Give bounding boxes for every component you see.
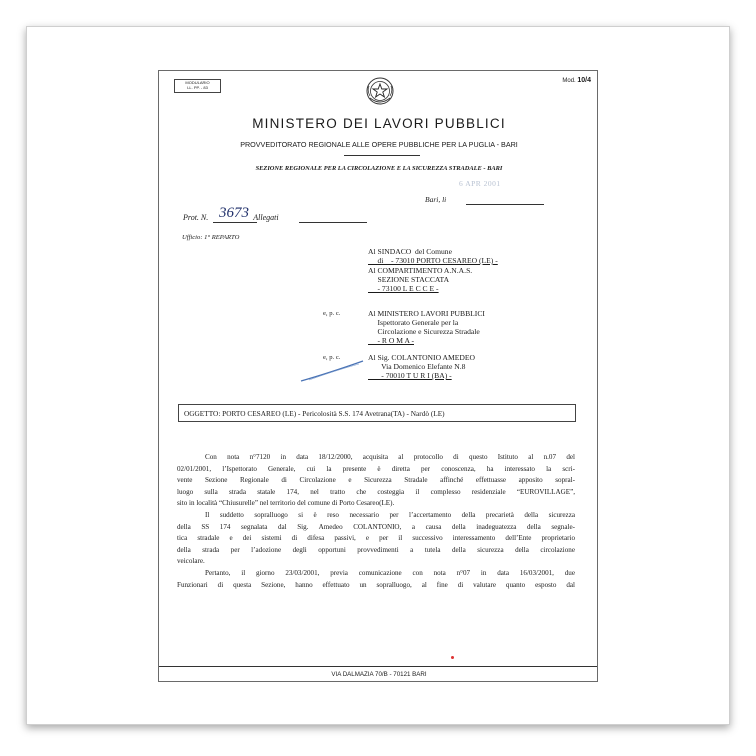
- allegati-label: Allegati: [253, 213, 279, 222]
- recipient-line: SEZIONE STACCATA: [368, 275, 450, 284]
- modulario-code: LL. PP. - 83: [187, 85, 208, 90]
- body-line: tica stradale e dei sistemi di difesa passivi, e per il successivo interessamento dell’Ente proprietario: [177, 534, 575, 543]
- recipient-anas: [368, 266, 472, 293]
- prot-blank-line: [213, 222, 257, 223]
- footer-address: VIA DALMAZIA 70/B - 70121 BARI: [331, 671, 427, 678]
- date-blank-line: [466, 204, 544, 205]
- modulario-box: [174, 79, 221, 93]
- mod-label: Mod.: [562, 78, 576, 84]
- recipient-line: - R O M A -: [368, 336, 414, 345]
- prot-label: Prot. N.: [183, 213, 209, 222]
- body-line: veicolare.: [177, 557, 205, 566]
- recipient-line: Via Domenico Elefante N.8: [368, 362, 466, 371]
- recipient-line: Al SINDACO del Comune: [368, 247, 452, 256]
- body-line: della SS 174 segnalata dal Sig. Amedeo COLANTONIO, a causa della inadeguatezza della segnale-: [177, 522, 575, 531]
- body-line: Con nota n°7120 in data 18/12/2000, acquisita al protocollo di questo Istituto al n.07 del: [205, 453, 575, 461]
- body-line: luogo sulla strada statale 174, nel tratto che costeggia il complesso residenziale “EUROVILLAGE”,: [177, 487, 575, 496]
- oggetto-box: OGGETTO: PORTO CESAREO (LE) - Pericolosità S.S. 174 Avetrana(TA) - Nardò (LE): [178, 404, 576, 422]
- epc-label: e, p. c.: [323, 310, 341, 317]
- letter-body: [177, 452, 575, 591]
- protocol-number-handwritten: 3673: [219, 205, 249, 221]
- pen-stroke-mark: [299, 359, 365, 383]
- ministry-title: MINISTERO DEI LAVORI PUBBLICI: [252, 116, 506, 131]
- recipient-line: Al MINISTERO LAVORI PUBBLICI: [368, 309, 485, 318]
- recipient-line: Al Sig. COLANTONIO AMEDEO: [368, 353, 476, 362]
- body-line: sito in località “Chiusurelle” nel territorio del comune di Porto Cesareo(LE).: [177, 499, 395, 508]
- recipient-sindaco: [368, 247, 498, 265]
- red-ink-dot: [451, 656, 454, 659]
- recipient-line: Circolazione e Sicurezza Stradale: [368, 327, 480, 336]
- document-page: [158, 70, 598, 682]
- recipient-line: - 73100 L E C C E -: [368, 284, 439, 293]
- recipient-line: Ispettorato Generale per la: [368, 318, 459, 327]
- recipient-ministero: [368, 309, 485, 345]
- bari-date-label: Bari, li: [425, 195, 447, 204]
- body-line: Funzionari di questa Sezione, hanno effettuato un sopralluogo, al fine di valutare quanto esposto dal: [177, 580, 575, 589]
- recipient-line: - 70010 T U R I (BA) -: [368, 371, 452, 380]
- recipient-colantonio: [368, 353, 475, 380]
- mod-number: [562, 77, 591, 84]
- body-line: vente Sezione Regionale di Circolazione e Sicurezza Stradale affinché effettuasse apposito sopral-: [177, 476, 575, 485]
- body-line: 02/01/2001, l’Ispettorato Generale, cui la presente è diretta per conoscenza, ha interessato la scri-: [177, 464, 575, 473]
- body-line: della strada per l’adozione degli opportuni provvedimenti a tutela della sicurezza della circolazione: [177, 545, 575, 554]
- header-divider: [344, 155, 420, 156]
- date-stamp: 6 APR 2001: [459, 179, 501, 188]
- ufficio-label: Ufficio: 1° REPARTO: [182, 234, 240, 241]
- mod-value: 10/4: [577, 77, 591, 84]
- recipient-line: di - 73010 PORTO CESAREO (LE) -: [368, 256, 498, 265]
- provveditorato-subtitle: PROVVEDITORATO REGIONALE ALLE OPERE PUBBLICHE PER LA PUGLIA - BARI: [240, 140, 518, 149]
- modulario-label: MODULARIO: [185, 80, 210, 85]
- allegati-blank-line: [299, 222, 367, 223]
- italian-emblem-icon: [365, 76, 395, 106]
- body-line: Pertanto, il giorno 23/03/2001, previa comunicazione con nota n°07 in data 16/03/2001, due: [205, 568, 575, 577]
- footer-divider: [159, 666, 598, 667]
- body-line: Il suddetto sopralluogo si è reso necessario per l’accertamento della precarietà della sicurezza: [205, 510, 575, 519]
- epc-label: e, p. c.: [323, 354, 341, 361]
- sezione-heading: SEZIONE REGIONALE PER LA CIRCOLAZIONE E LA SICUREZZA STRADALE - BARI: [255, 165, 503, 172]
- recipient-line: Al COMPARTIMENTO A.N.A.S.: [368, 266, 473, 275]
